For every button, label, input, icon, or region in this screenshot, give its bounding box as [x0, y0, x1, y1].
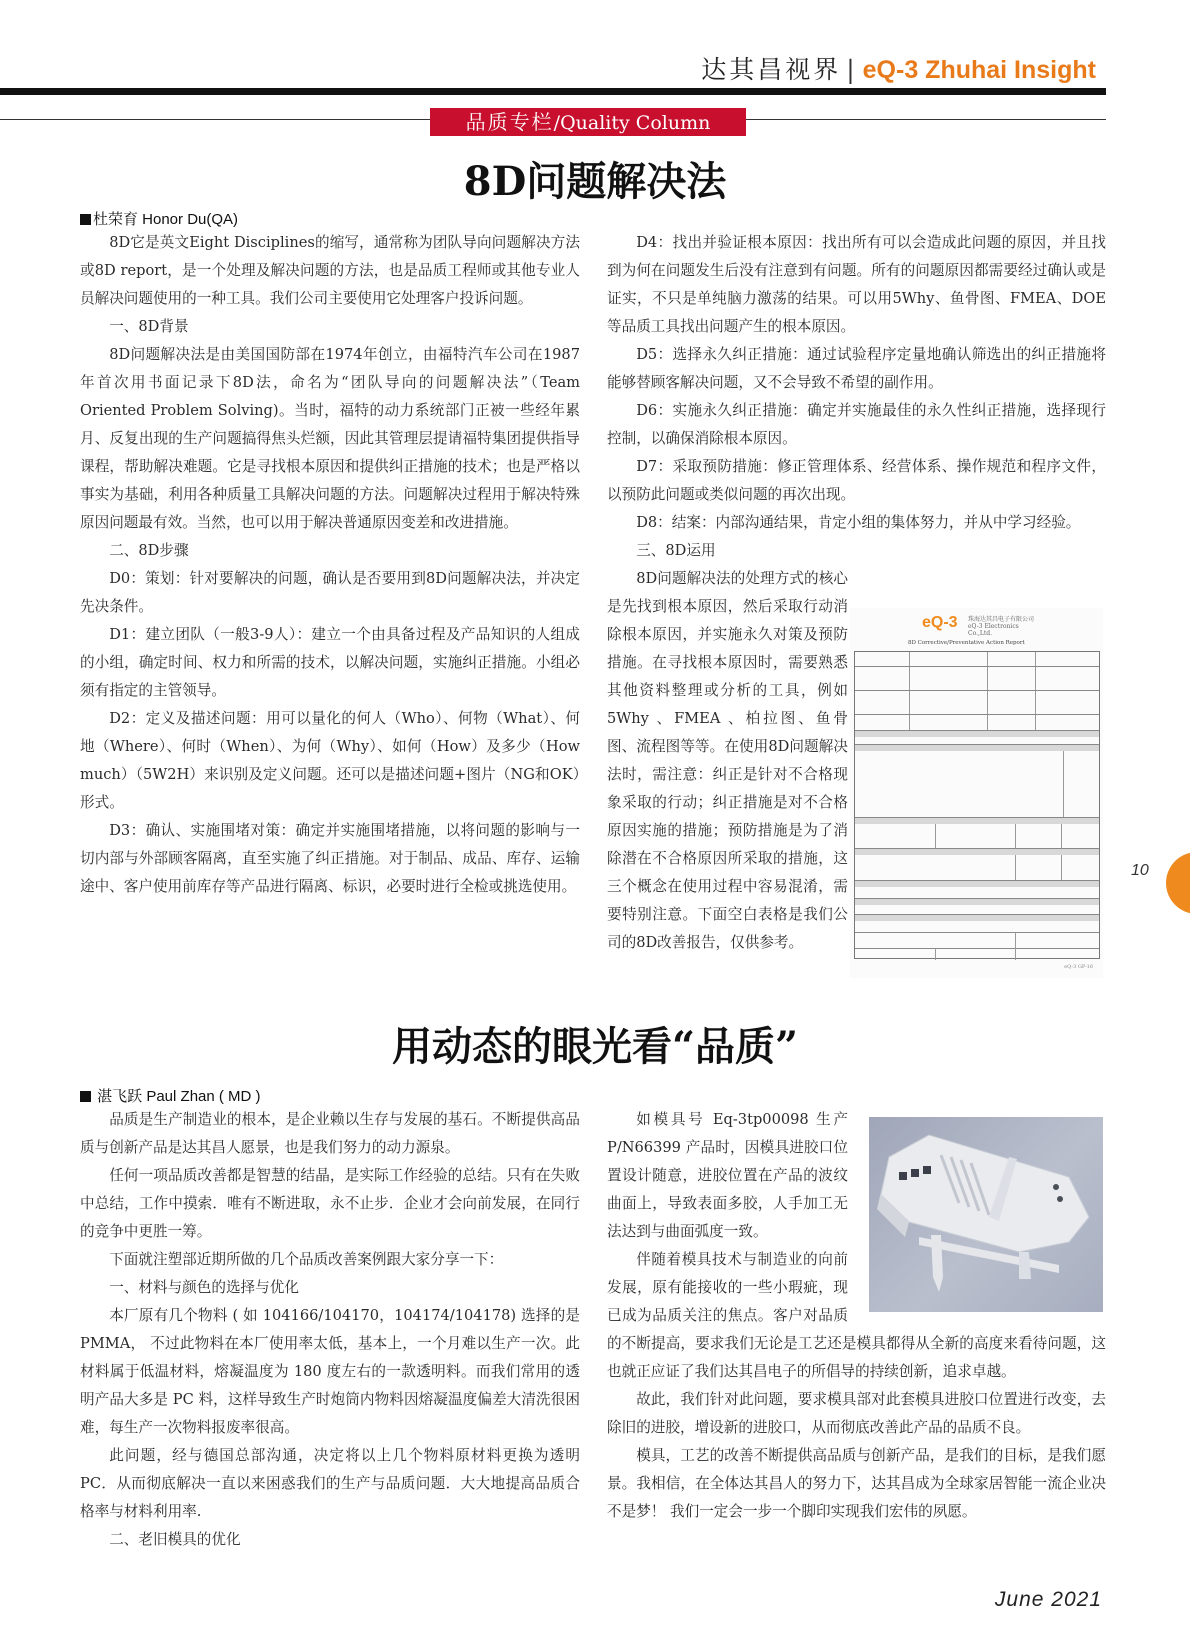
article1-paragraph: D0：策划：针对要解决的问题，确认是否要用到8D问题解决法，并决定先决条件。 [80, 570, 580, 615]
molded-part-photo [869, 1117, 1103, 1312]
article1-heading: 二、8D步骤 [109, 542, 189, 559]
article1-paragraph: D3：确认、实施围堵对策：确定并实施围堵措施，以将问题的影响与一切内部与外部顾客隔离，直至实施了纠正措施。对于制品、成品、库存、运输途中、客户使用前库存等产品进行隔离、标识，必要时进行全检或挑选使用。 [80, 822, 580, 895]
article2-paragraph: 品质是生产制造业的根本，是企业赖以生存与发展的基石。不断提供高品质与创新产品是达其昌人愿景，也是我们努力的动力源泉。 [80, 1111, 580, 1156]
article2-heading: 二、老旧模具的优化 [109, 1531, 241, 1548]
article2-author-name: 湛飞跃 Paul Zhan ( MD ) [97, 1088, 261, 1105]
article1-paragraph: D6：实施永久纠正措施：确定并实施最佳的永久性纠正措施，选择现行控制，以确保消除根本原因。 [607, 402, 1106, 447]
header-rule [0, 88, 1106, 95]
page-number-tab [1166, 852, 1190, 914]
article1-heading: 一、8D背景 [109, 318, 189, 335]
article1-paragraph: D8：结案：内部沟通结果，肯定小组的集体努力，并从中学习经验。 [636, 514, 1081, 531]
article1-paragraph: 8D它是英文Eight Disciplines的缩写，通常称为团队导向问题解决方法或8D report，是一个处理及解决问题的方法，也是品质工程师或其他专业人员解决问题使用的一种工具。我们公司主要使用它处理客户投诉问题。 [80, 234, 580, 307]
magazine-header [701, 50, 1096, 86]
article2-paragraph: 故此，我们针对此问题，要求模具部对此套模具进胶口位置进行改变，去除旧的进胶，增设新的进胶口，从而彻底改善此产品的品质不良。 [607, 1391, 1106, 1436]
header-separator: | [846, 55, 858, 84]
article1-paragraph: D5：选择永久纠正措施：通过试验程序定量地确认筛选出的纠正措施将能够替顾客解决问题，又不会导致不希望的副作用。 [607, 346, 1106, 391]
author-marker-icon [80, 1091, 91, 1102]
article1-paragraph: D4：找出并验证根本原因：找出所有可以会造成此问题的原因，并且找到为何在问题发生后没有注意到有问题。所有的问题原因都需要经过确认或是证实，不只是单纯脑力激荡的结果。可以用5Why、鱼骨图、FMEA、DOE等品质工具找出问题产生的根本原因。 [607, 234, 1106, 335]
article1-paragraph: 8D问题解决法的处理方式的核心是先找到根本原因，然后采取行动消除根本原因，并实施永久对策及预防措施。在寻找根本原因时，需要熟悉其他资料整理或分析的工具，例如5Why 、FMEA 、柏拉图、鱼骨图、流程图等等。在使用8D问题解决法时，需注意：纠正是针对不合格现象采取的行动；纠正措施是对不合格原因实施的措施；预防措施是为了消除潜在不合格原因所采取的措施，这三个概念在使用过程中容易混淆，需要特别注意。下面空白表格是我们公司的8D改善报告，仅供参考。 [607, 570, 848, 951]
article2-paragraph: 如模具号 Eq-3tp00098 生产 P/N66399 产品时，因模具进胶口位置设计随意，进胶位置在产品的波纹曲面上，导致表面多胶，人手加工无法达到与曲面弧度一致。 [607, 1111, 848, 1240]
article1-paragraph: 8D问题解决法是由美国国防部在1974年创立，由福特汽车公司在1987年首次用书面记录下8D法，命名为“团队导向的问题解决法”（Team Oriented Problem Solving)。当时，福特的动力系统部门正被一些经年累月、反复出现的生产问题搞得焦头烂额，因此其管理层提请福特集团提供指导课程，帮助解决难题。它是寻找根本原因和提供纠正措施的技术；也是严格以事实为基础，利用各种质量工具解决问题的方法。问题解决过程用于解决特殊原因问题最有效。当然，也可以用于解决普通原因变差和改进措施。 [80, 346, 580, 531]
article1-author-name: 杜荣育 Honor Du(QA) [93, 211, 239, 228]
article1-paragraph: D7：采取预防措施：修正管理体系、经营体系、操作规范和程序文件，以预防此问题或类似问题的再次出现。 [607, 458, 1106, 503]
article2-paragraph: 模具，工艺的改善不断提供高品质与创新产品，是我们的目标，是我们愿景。我相信，在全体达其昌人的努力下，达其昌成为全球家居智能一流企业决不是梦！ 我们一定会一步一个脚印实现我们宏伟的夙愿。 [607, 1447, 1106, 1520]
article2-heading: 一、材料与颜色的选择与优化 [109, 1279, 299, 1296]
article1-title: 8D问题解决法 [463, 158, 727, 205]
magazine-name-cn: 达其昌视界 [701, 55, 842, 84]
form-logo: eQ-3 [922, 614, 958, 631]
column-label-cn: 品质专栏 [465, 110, 554, 134]
article2-author [80, 1085, 261, 1106]
column-label [430, 108, 746, 136]
article2-title: 用动态的眼光看“品质” [391, 1023, 798, 1070]
issue-date: June 2021 [994, 1588, 1102, 1611]
magazine-name-en: eQ-3 Zhuhai Insight [862, 56, 1096, 84]
author-marker-icon [80, 214, 91, 225]
molded-part-illustration [869, 1117, 1103, 1312]
article2-paragraph: 伴随着模具技术与制造业的向前发展，原有能接收的一些小瑕疵，现已成为品质关注的焦点。客户对品质的不断提高，要求我们无论是工艺还是模具都得从全新的高度来看待问题，这也就正应证了我们达其昌电子的所倡导的持续创新，追求卓越。 [607, 1251, 1106, 1380]
form-company: 珠海达其昌电子有限公司 eQ-3 Electronics Co.,Ltd. [968, 616, 1035, 637]
form-footer: eQ-3 GP-16 [1064, 964, 1093, 970]
article2-paragraph: 此问题，经与德国总部沟通，决定将以上几个物料原材料更换为透明 PC．从而彻底解决一直以来困惑我们的生产与品质问题．大大地提高品质合格率与材料利用率. [80, 1447, 580, 1520]
column-label-en: /Quality Column [553, 112, 711, 134]
article1-heading: 三、8D运用 [636, 542, 716, 559]
8d-report-form-image [850, 608, 1103, 978]
article2-left-column [80, 1106, 580, 1554]
article2-paragraph: 下面就注塑部近期所做的几个品质改善案例跟大家分享一下： [109, 1251, 504, 1268]
page-number: 10 [1131, 862, 1149, 879]
article1-author [80, 208, 238, 229]
article1-paragraph: D2：定义及描述问题：用可以量化的何人（Who）、何物（What）、何地（Where）、何时（When）、为何（Why）、如何（How）及多少（How much）（5W2H）来识别及定义问题。还可以是描述问题+图片（NG和OK）形式。 [80, 710, 580, 811]
form-title: 8D Corrective/Preventative Action Report [908, 640, 1025, 646]
article2-paragraph: 任何一项品质改善都是智慧的结晶，是实际工作经验的总结。只有在失败中总结，工作中摸索．唯有不断进取，永不止步．企业才会向前发展，在同行的竞争中更胜一筹。 [80, 1167, 580, 1240]
article2-paragraph: 本厂原有几个物料 ( 如 104166/104170，104174/104178) 选择的是 PMMA， 不过此物料在本厂使用率太低，基本上，一个月难以生产一次。此材料属于低温材料，熔凝温度为 180 度左右的一款透明料。而我们常用的透明产品大多是 PC 料，这样导致生产时炮筒内物料因熔凝温度偏差大清洗很困难，每生产一次物料报废率很高。 [80, 1307, 580, 1436]
article1-left-column [80, 229, 580, 901]
form-table [854, 651, 1100, 959]
article1-paragraph: D1：建立团队（一般3-9人）：建立一个由具备过程及产品知识的人组成的小组，确定时间、权力和所需的技术，以解决问题，实施纠正措施。小组必须有指定的主管领导。 [80, 626, 580, 699]
